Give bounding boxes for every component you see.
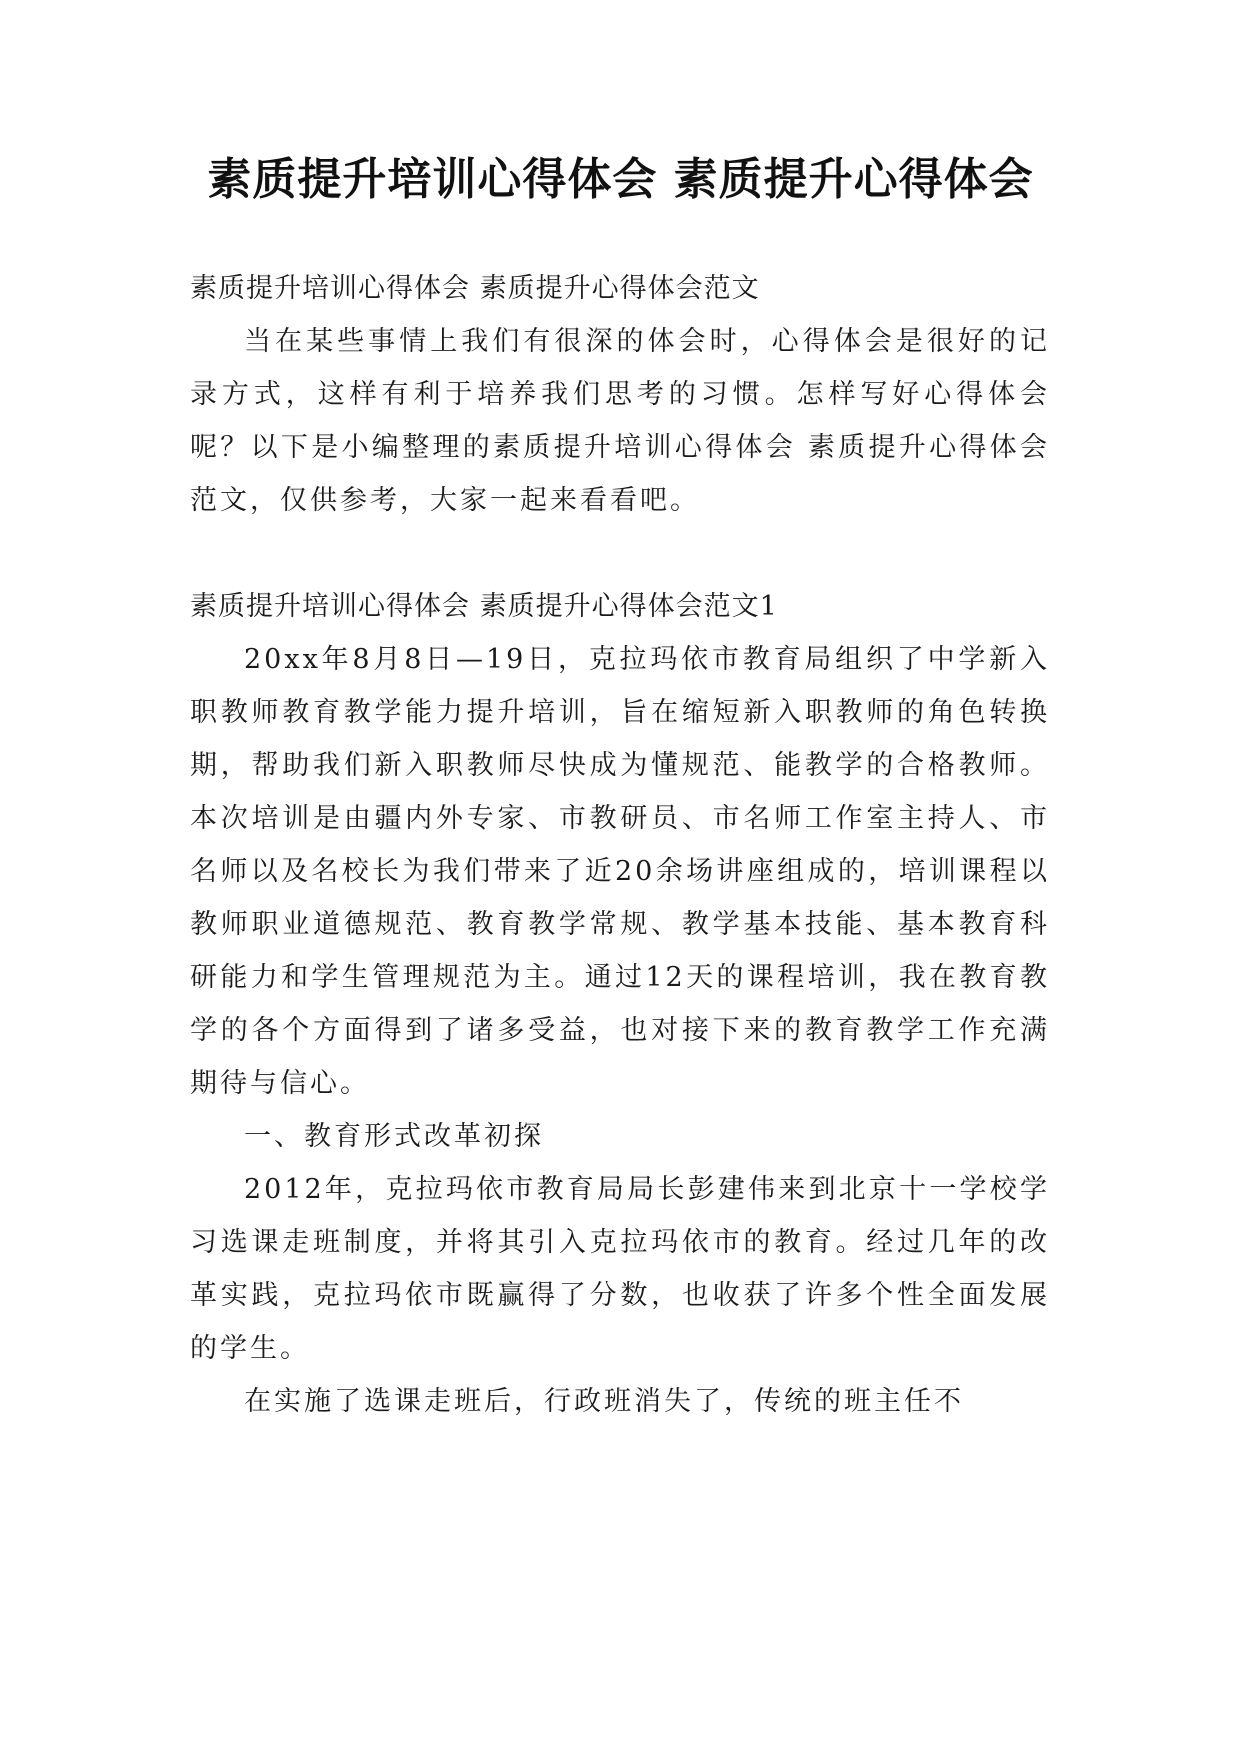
- paragraph: 当在某些事情上我们有很深的体会时，心得体会是很好的记录方式，这样有利于培养我们思考的习惯。怎样写好心得体会呢？以下是小编整理的素质提升培训心得体会 素质提升心得体会范文，仅供参考，大家一起来看看吧。: [190, 326, 1050, 516]
- subheading: 素质提升培训心得体会 素质提升心得体会范文: [190, 273, 760, 304]
- document-title: 素质提升培训心得体会 素质提升心得体会: [207, 154, 1034, 205]
- paragraph: 在实施了选课走班后，行政班消失了，传统的班主任不: [244, 1386, 964, 1417]
- paragraph: 2012年，克拉玛依市教育局局长彭建伟来到北京十一学校学习选课走班制度，并将其引入克拉玛依市的教育。经过几年的改革实践，克拉玛依市既赢得了分数，也收获了许多个性全面发展的学生。: [190, 1174, 1050, 1364]
- section-heading: 一、教育形式改革初探: [244, 1121, 544, 1152]
- paragraph-gap: [190, 527, 1050, 580]
- document-body: [190, 262, 1050, 1428]
- subheading: 素质提升培训心得体会 素质提升心得体会范文1: [190, 591, 778, 622]
- paragraph: 20xx年8月8日—19日，克拉玛依市教育局组织了中学新入职教师教育教学能力提升培训，旨在缩短新入职教师的角色转换期，帮助我们新入职教师尽快成为懂规范、能教学的合格教师。本次培训是由疆内外专家、市教研员、市名师工作室主持人、市名师以及名校长为我们带来了近20余场讲座组成的，培训课程以教师职业道德规范、教育教学常规、教学基本技能、基本教育科研能力和学生管理规范为主。通过12天的课程培训，我在教育教学的各个方面得到了诸多受益，也对接下来的教育教学工作充满期待与信心。: [190, 644, 1050, 1099]
